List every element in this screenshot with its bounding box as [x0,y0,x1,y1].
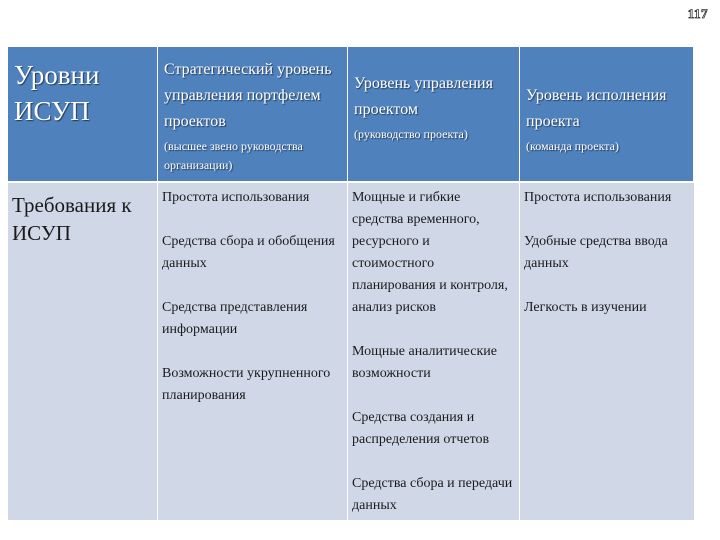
strategic-requirements [158,183,348,520]
requirement-item: Мощные аналитические возможности [352,344,497,381]
requirement-item: Мощные и гибкие средства временного, ресурсного и стоимостного планирования и контроля, анализ рисков [352,190,508,315]
header-strategic-subtitle: (высшее звено руководства организации) [164,139,303,172]
header-execution-title: Уровень исполнения проекта [526,87,667,130]
header-row-label: Уровни ИСУП [8,47,158,183]
page-number: 117 [687,6,708,21]
header-execution-level [520,47,694,183]
requirement-item: Средства сбора и обобщения данных [162,234,335,271]
requirement-item: Средства сбора и передачи данных [352,476,513,513]
header-project-management-subtitle: (руководство проекта) [354,127,468,141]
requirement-item: Средства представления информации [162,300,308,337]
header-project-management-level [348,47,520,183]
header-strategic-level [158,47,348,183]
requirement-item: Средства создания и распределения отчетов [352,410,490,447]
requirement-item: Простота использования [162,190,310,205]
execution-requirements [520,183,694,520]
body-row-label: Требования к ИСУП [8,183,158,520]
requirement-item: Возможности укрупненного планирования [162,366,331,403]
requirement-item: Легкость в изучении [524,300,647,315]
header-strategic-title: Стратегический уровень управления портфелем проектов [164,61,332,130]
header-execution-subtitle: (команда проекта) [526,139,619,153]
project-management-requirements [348,183,520,520]
requirement-item: Удобные средства ввода данных [524,234,668,271]
isup-levels-table [8,47,694,520]
header-project-management-title: Уровень управления проектом [354,75,493,118]
requirement-item: Простота использования [524,190,672,205]
